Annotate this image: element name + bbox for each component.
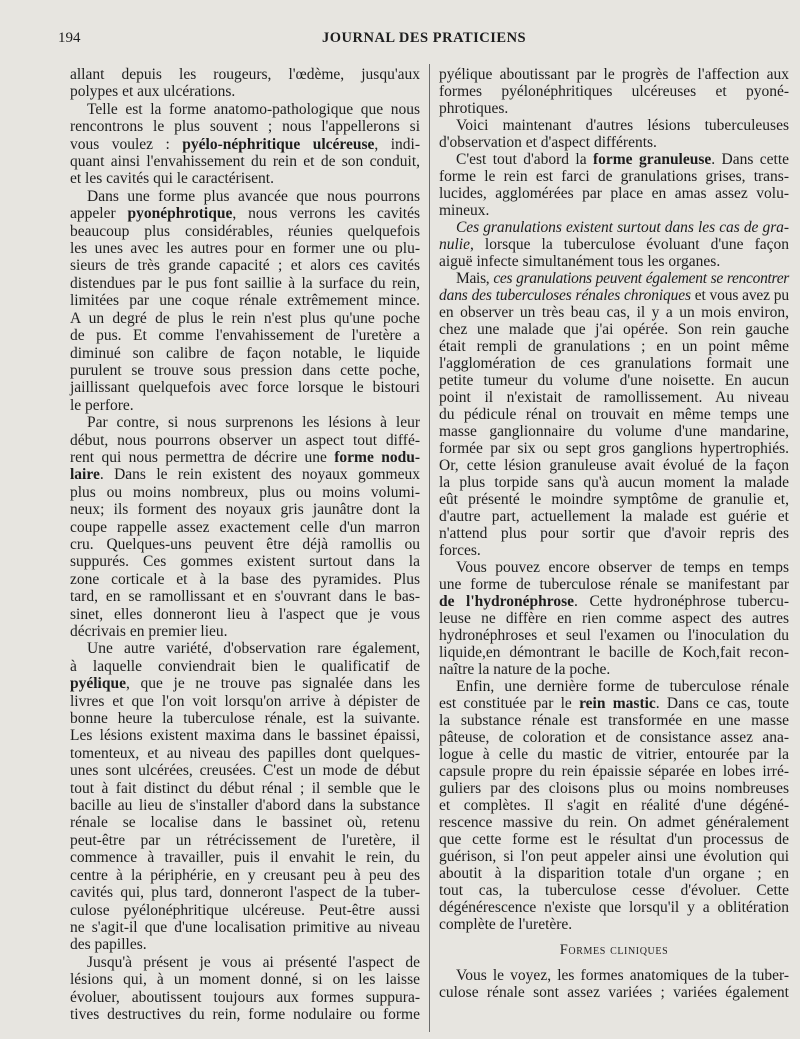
- text-run: rescence massive du rein. On admet généralement: [439, 814, 789, 831]
- text-run: culose rénale sont assez variées ; variées également: [439, 984, 789, 1001]
- text-run: . Cette hydronéphrose tubercu-: [574, 593, 789, 610]
- text-run: Enfin, une dernière forme de tuberculose rénale: [456, 678, 789, 695]
- text-run: était rempli de granulations ; en un point même: [439, 338, 789, 355]
- text-run: d'autre part, actuellement la malade est guérie et: [439, 508, 789, 525]
- text-line: [439, 610, 789, 627]
- left-column: [70, 66, 420, 1023]
- text-run: forme le rein est farci de granulations grises, trans-: [439, 168, 789, 185]
- text-run: lésions qui, à un moment donné, si on les laisse: [70, 971, 420, 989]
- text-line: [439, 593, 789, 610]
- paragraph: [439, 219, 789, 270]
- text-run: rénale se localise dans le bassinet où, retenu: [70, 814, 420, 832]
- text-line: [439, 168, 789, 185]
- text-run: culose pyélonéphritique ulcéreuse. Peut-être aussi: [70, 901, 420, 919]
- text-run: Vous le voyez, les formes anatomiques de la tuber-: [456, 967, 789, 984]
- text-line: [70, 553, 420, 570]
- text-line: [70, 919, 420, 936]
- text-run: unes sont ulcérées, creusées. C'est un mode de début: [70, 762, 420, 780]
- text-line: [439, 508, 789, 525]
- text-line: [439, 525, 789, 542]
- text-run: naître la nature de la poche.: [439, 661, 611, 678]
- text-line: [439, 746, 789, 763]
- text-line: [439, 253, 789, 270]
- text-line: [70, 936, 420, 953]
- text-line: [439, 491, 789, 508]
- text-run: sinet, elles donneront lieu à l'aspect que je vous: [70, 605, 420, 623]
- italic-text: Ces granulations existent surtout dans les cas de gra-: [456, 219, 789, 236]
- text-line: [439, 882, 789, 899]
- text-line: [70, 675, 420, 692]
- text-run: bonne heure la tuberculose rénale, est la suivante.: [70, 710, 420, 728]
- text-run: , que je ne trouve pas signalée dans les: [125, 675, 420, 693]
- text-run: , lorsque la tuberculose évoluant d'une façon: [470, 236, 789, 253]
- text-line: [70, 658, 420, 675]
- bold-term: forme nodu-: [334, 448, 420, 466]
- text-run: et complètes. Il s'agit en réalité d'une dégéné-: [439, 797, 789, 814]
- text-run: aboutit à la disparition totale d'un organe ; en: [439, 865, 789, 882]
- text-line: [70, 414, 420, 431]
- text-line: [70, 1006, 420, 1023]
- text-run: jaillissant quelquefois avec force lorsque le bistouri: [70, 379, 420, 397]
- text-run: forces.: [439, 542, 481, 559]
- text-run: tomenteux, et au niveau des papilles dont quelques-: [70, 744, 420, 762]
- text-line: [70, 118, 420, 135]
- text-line: [439, 712, 789, 729]
- text-run: . Dans le rein existent des noyaux gommeux: [99, 466, 420, 484]
- text-line: [70, 867, 420, 884]
- bold-term: forme granuleuse: [592, 151, 712, 168]
- journal-title: JOURNAL DES PRATICIENS: [322, 30, 527, 46]
- text-line: [439, 185, 789, 202]
- text-run: décrivais en premier lieu.: [70, 623, 228, 640]
- text-run: masse ganglionnaire du volume d'une mandarine,: [439, 423, 789, 440]
- paragraph: [70, 66, 420, 101]
- text-run: d'observation et d'aspect différents.: [439, 134, 657, 151]
- text-line: [439, 321, 789, 338]
- text-run: bacille au lieu de s'installer d'abord dans la substance: [70, 797, 420, 815]
- text-run: pyélique aboutissant par le progrès de l'affection aux: [439, 66, 789, 83]
- text-run: la substance rénale est transformée en une masse: [439, 712, 789, 729]
- text-run: et les cavités qui le caractérisent.: [70, 170, 274, 188]
- text-line: [439, 814, 789, 831]
- paragraph: [70, 640, 420, 953]
- text-run: début, nous pourrons observer un aspect tout diffé-: [70, 431, 420, 449]
- text-line: [70, 519, 420, 536]
- text-line: [439, 559, 789, 576]
- text-line: [439, 916, 789, 933]
- text-line: [70, 484, 420, 501]
- text-run: que cette forme est le résultat d'un processus de: [439, 831, 789, 848]
- text-run: formes pyélonéphritiques ulcéreuses et pyoné-: [439, 83, 789, 100]
- text-line: [70, 205, 420, 222]
- text-run: Vous pouvez encore observer de temps en temps: [456, 559, 789, 576]
- text-run: mineux.: [439, 202, 490, 219]
- text-line: [70, 536, 420, 553]
- text-line: [70, 571, 420, 588]
- text-line: [70, 223, 420, 240]
- text-run: , indi-: [374, 135, 421, 153]
- text-run: commence à travailler, puis il envahit le rein, du: [70, 849, 420, 867]
- text-line: [70, 606, 420, 623]
- text-run: du pédicule rénal on trouvait en même temps une: [439, 406, 789, 423]
- text-line: [439, 831, 789, 848]
- text-run: phrotiques.: [439, 100, 509, 117]
- text-run: guérison, si l'on peut appeler ainsi une évolution qui: [439, 848, 789, 865]
- text-run: peut-être par un rétrécissement de l'uretère, il: [70, 831, 420, 849]
- text-line: [70, 240, 420, 257]
- text-line: [70, 449, 420, 466]
- paragraph: [70, 954, 420, 1024]
- text-line: [439, 151, 789, 168]
- text-run: liquide,en démontrant le bacille de Koch,fait recon-: [439, 644, 789, 661]
- text-run: des papilles.: [70, 936, 147, 954]
- paragraph: [439, 270, 789, 559]
- text-run: sieurs de très grande capacité ; et alors ces cavités: [70, 257, 420, 275]
- text-run: tout à fait distinct du début rénal ; il semble que le: [70, 779, 420, 797]
- text-line: [70, 954, 420, 971]
- text-run: tives destructives du rein, forme nodulaire ou forme: [70, 1005, 420, 1023]
- text-line: [70, 797, 420, 814]
- text-run: vous voulez :: [70, 135, 183, 153]
- paragraph: [70, 188, 420, 414]
- text-line: [70, 989, 420, 1006]
- text-line: [439, 202, 789, 219]
- text-run: appeler: [70, 205, 128, 223]
- text-run: eût présenté le moindre symptôme de granulie et,: [439, 491, 789, 508]
- text-run: logue à celle du mastic de vitrier, entourée par la: [439, 746, 789, 763]
- text-line: [70, 762, 420, 779]
- text-line: [70, 623, 420, 640]
- text-run: . Dans ce cas, toute: [655, 695, 789, 712]
- text-run: zone corticale et à la base des pyramides. Plus: [70, 570, 420, 588]
- text-run: C'est tout d'abord la: [456, 151, 593, 168]
- text-run: évoluer, aboutissent toujours aux formes suppura-: [70, 988, 420, 1006]
- text-run: Dans une forme plus avancée que nous pourrons: [87, 187, 420, 205]
- italic-text: dans des tuberculoses rénales chroniques: [439, 287, 691, 304]
- text-line: [439, 219, 789, 236]
- text-run: diminué son calibre de façon notable, le liquide: [70, 344, 420, 362]
- text-run: pâteuse, de coloration et de consistance assez ana-: [439, 729, 789, 746]
- page-number: 194: [58, 30, 81, 46]
- text-run: de pus. Et comme l'envahissement de l'uretère a: [70, 327, 420, 345]
- text-line: [70, 814, 420, 831]
- text-line: [70, 466, 420, 483]
- text-run: neux; ils forment des noyaux gris jaunâtre dont la: [70, 501, 420, 519]
- text-run: la plus torpide sans qu'à aucun moment la malade: [439, 474, 789, 491]
- text-line: [439, 627, 789, 644]
- text-run: tard, en se ramollissant et en s'ouvrant dans le bas-: [70, 588, 420, 606]
- text-line: [70, 432, 420, 449]
- text-run: beaucoup plus considérables, réunies quelquefois: [70, 222, 420, 240]
- right-column: [439, 66, 789, 1001]
- text-run: distendues par le pus font saillie à la surface du rein,: [70, 274, 420, 292]
- text-line: [70, 136, 420, 153]
- text-run: Or, cette lésion granuleuse avait évolué de la façon: [439, 457, 789, 474]
- text-run: n'attend plus pour sortir que d'avoir repris des: [439, 525, 789, 542]
- bold-term: pyélo-néphritique ulcéreuse: [182, 135, 375, 153]
- text-line: [439, 797, 789, 814]
- text-run: Par contre, si nous surprenons les lésions à leur: [87, 414, 420, 432]
- section-heading: Formes cliniques: [559, 942, 669, 958]
- text-line: [70, 397, 420, 414]
- text-line: [70, 327, 420, 344]
- text-run: centre à la périphérie, en y creusant peu à peu des: [70, 866, 420, 884]
- text-run: en observer un très beau cas, il y a un mois environ,: [439, 304, 789, 321]
- text-line: [70, 362, 420, 379]
- text-run: l'agglomération de ces granulations formait une: [439, 355, 789, 372]
- text-line: [70, 153, 420, 170]
- text-run: Telle est la forme anatomo-pathologique que nous: [87, 100, 420, 118]
- text-run: et vous avez pu: [690, 287, 789, 304]
- text-run: Les lésions existent maxima dans le bassinet épaissi,: [70, 727, 420, 745]
- text-line: [70, 780, 420, 797]
- paragraph: [70, 101, 420, 188]
- bold-term: de l'hydronéphrose: [439, 593, 575, 610]
- text-line: [70, 588, 420, 605]
- text-line: [439, 780, 789, 797]
- text-run: formée par six ou sept gros ganglions hypertrophiés.: [439, 440, 789, 457]
- paragraph: [439, 117, 789, 151]
- text-run: à laquelle conviendrait bien le qualificatif de: [70, 657, 420, 675]
- text-line: [70, 902, 420, 919]
- paragraph: [439, 66, 789, 117]
- text-run: allant depuis les rougeurs, l'œdème, jusqu'aux: [70, 66, 420, 83]
- text-line: [70, 310, 420, 327]
- text-run: une forme de tuberculose rénale se manifestant par: [439, 576, 789, 593]
- text-line: [439, 763, 789, 780]
- bold-term: laire: [70, 466, 100, 484]
- text-run: suppurés. Ces gommes existent surtout dans la: [70, 553, 420, 571]
- text-line: [439, 304, 789, 321]
- text-line: [439, 83, 789, 100]
- text-line: [439, 236, 789, 253]
- text-line: [70, 66, 420, 83]
- text-run: cavités qui, plus tard, donneront l'aspect de la tuber-: [70, 884, 420, 902]
- text-line: [70, 849, 420, 866]
- paragraph: [439, 678, 789, 933]
- text-line: [70, 292, 420, 309]
- text-run: Mais,: [456, 270, 494, 287]
- text-line: [439, 338, 789, 355]
- text-run: tout cas, la tuberculose cesse d'évoluer. Cette: [439, 882, 789, 899]
- text-run: point il n'existait de ramollissement. Au niveau: [439, 389, 789, 406]
- text-line: [70, 727, 420, 744]
- text-run: lucides, agglomérées par place en amas assez volu-: [439, 185, 789, 202]
- text-line: [439, 865, 789, 882]
- text-run: quant ainsi l'envahissement du rein et de son conduit,: [70, 153, 420, 171]
- text-line: [439, 389, 789, 406]
- text-run: rencontrons le plus souvent ; nous l'appellerons si: [70, 118, 420, 136]
- text-run: capsule propre du rein épaissie séparée en lobes irré-: [439, 763, 789, 780]
- text-line: [439, 423, 789, 440]
- italic-text: ces granulations peuvent également se rencontrer: [493, 270, 790, 287]
- text-run: complète de l'uretère.: [439, 916, 573, 933]
- column-rule: [429, 64, 430, 1032]
- text-line: [70, 832, 420, 849]
- text-line: [70, 501, 420, 518]
- text-line: [439, 984, 789, 1001]
- paragraph: [439, 559, 789, 678]
- text-line: [70, 275, 420, 292]
- text-run: dégénérescence n'existe que lorsqu'il y a oblitération: [439, 899, 789, 916]
- text-run: ne s'agit-il que d'une localisation primitive au niveau: [70, 918, 420, 936]
- text-run: , nous verrons les cavités: [232, 205, 420, 223]
- text-line: [439, 899, 789, 916]
- text-run: limitées par une coque rénale extrêmement mince.: [70, 292, 420, 310]
- text-run: Jusqu'à présent je vous ai présenté l'aspect de: [87, 953, 420, 971]
- text-run: est constituée par le: [439, 695, 580, 712]
- text-run: livres et que l'on voit lorsqu'on arrive à dépister de: [70, 692, 420, 710]
- text-run: rent qui nous permettra de décrire une: [70, 448, 335, 466]
- text-run: leuse ne diffère en rien comme aspect des autres: [439, 610, 789, 627]
- text-line: [70, 257, 420, 274]
- text-run: les unes avec les autres pour en former une ou plu-: [70, 240, 420, 258]
- paragraph: [439, 967, 789, 1001]
- text-line: [439, 457, 789, 474]
- text-line: [439, 134, 789, 151]
- text-line: [70, 170, 420, 187]
- text-line: [70, 101, 420, 118]
- bold-term: rein mastic: [579, 695, 656, 712]
- text-run: guliers par des cloisons plus ou moins nombreuses: [439, 780, 789, 797]
- text-line: [439, 270, 789, 287]
- text-line: [70, 693, 420, 710]
- text-line: [439, 100, 789, 117]
- text-run: petite tumeur du volume d'une noisette. En aucun: [439, 372, 789, 389]
- text-line: [439, 542, 789, 559]
- text-line: [439, 440, 789, 457]
- text-run: A un degré de plus le rein n'est plus qu'une poche: [70, 309, 420, 327]
- text-line: [439, 66, 789, 83]
- text-line: [439, 848, 789, 865]
- bold-term: pyélique: [70, 675, 126, 693]
- text-run: . Dans cette: [711, 151, 790, 168]
- text-line: [70, 345, 420, 362]
- text-run: aiguë infecte simultanément tous les organes.: [439, 253, 721, 270]
- text-line: [439, 406, 789, 423]
- text-line: [439, 967, 789, 984]
- text-line: [439, 474, 789, 491]
- text-line: [70, 745, 420, 762]
- text-line: [439, 287, 789, 304]
- text-run: polypes et aux ulcérations.: [70, 83, 236, 101]
- text-line: [70, 971, 420, 988]
- text-run: plus ou moins nombreux, plus ou moins volumi-: [70, 483, 420, 501]
- text-run: purulent se trouve sous pression dans cette poche,: [70, 361, 420, 379]
- text-line: [439, 576, 789, 593]
- text-line: [439, 372, 789, 389]
- text-line: [70, 640, 420, 657]
- text-line: [439, 695, 789, 712]
- text-run: coupe rappelle assez exactement celle d'un marron: [70, 518, 420, 536]
- italic-text: nulie: [439, 236, 470, 253]
- text-line: [70, 379, 420, 396]
- text-line: [439, 117, 789, 134]
- text-run: le perfore.: [70, 396, 134, 414]
- text-line: [439, 644, 789, 661]
- text-run: cru. Quelques-uns peuvent être déjà ramollis ou: [70, 535, 420, 553]
- text-line: [439, 355, 789, 372]
- paragraph: [70, 414, 420, 640]
- text-run: chez une malade que j'ai opérée. Son rein gauche: [439, 321, 789, 338]
- text-line: [70, 188, 420, 205]
- text-line: [439, 729, 789, 746]
- text-run: Une autre variété, d'observation rare également,: [87, 640, 420, 658]
- paragraph: [439, 151, 789, 219]
- text-run: Voici maintenant d'autres lésions tuberculeuses: [456, 117, 789, 134]
- text-line: [439, 678, 789, 695]
- text-line: [70, 83, 420, 100]
- text-run: hydronéphroses et seul l'examen ou l'inoculation du: [439, 627, 789, 644]
- text-line: [70, 710, 420, 727]
- bold-term: pyonéphrotique: [127, 205, 233, 223]
- text-line: [70, 884, 420, 901]
- text-line: [439, 661, 789, 678]
